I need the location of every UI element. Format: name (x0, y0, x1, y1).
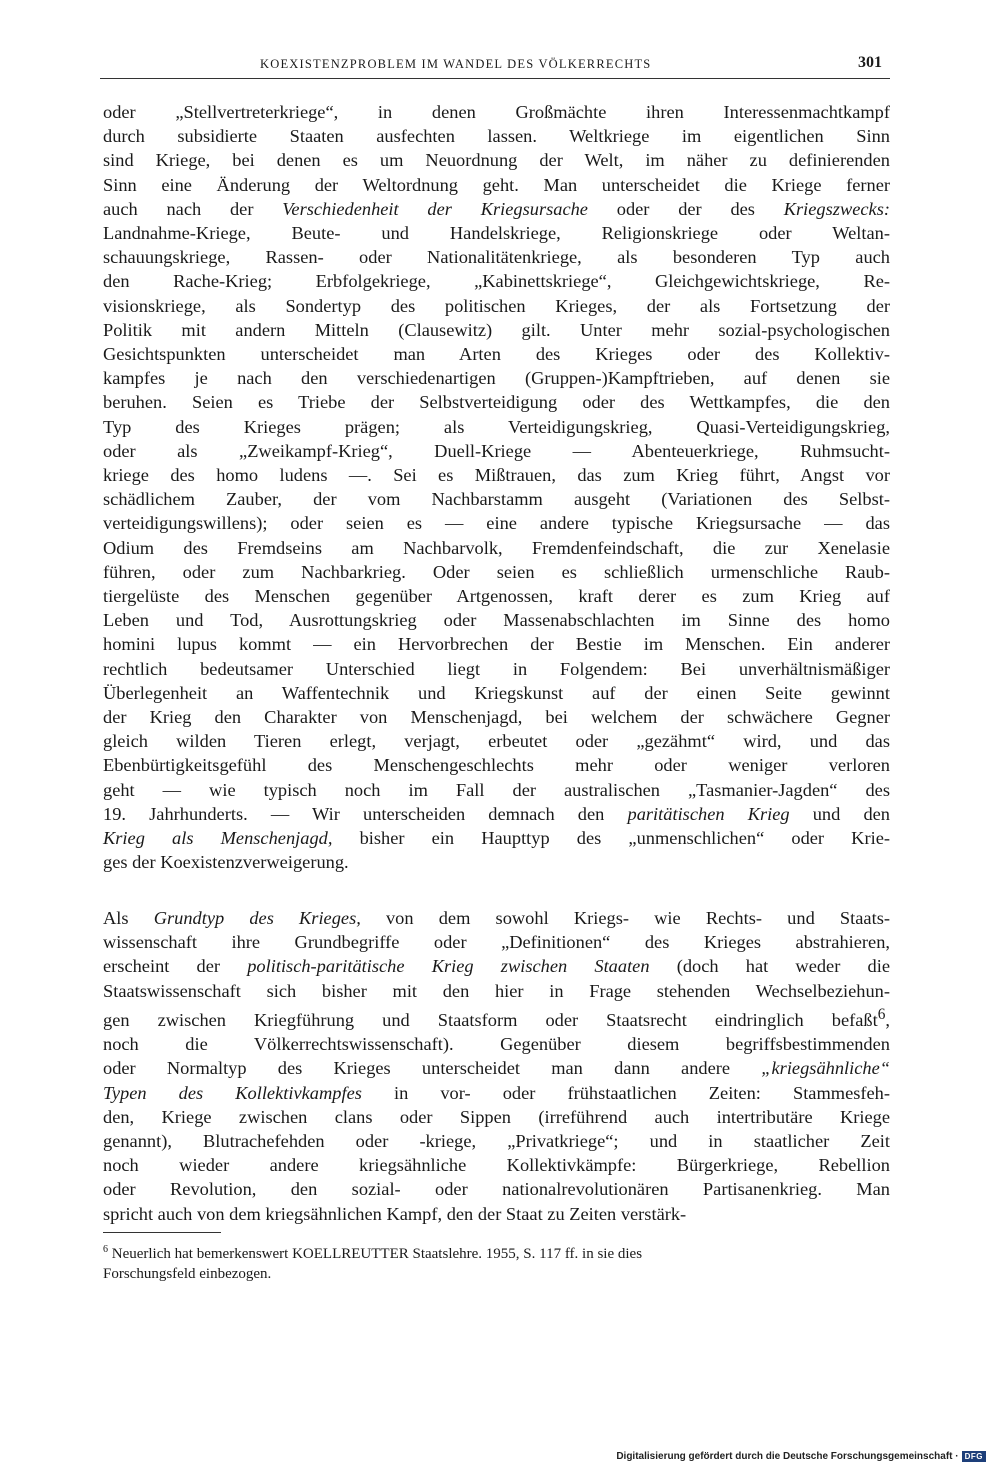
text-line: Staatswissenschaft sich bisher mit den hier in Frage stehenden Wechselbeziehun- (103, 980, 890, 1001)
text-line: verteidigungswillens); oder seien es — eine andere typische Kriegsursache — das (103, 513, 890, 534)
footnote-text: Neuerlich hat bemerkenswert KOELLREUTTER Staatslehre. 1955, S. 117 ff. in sie dies (111, 1246, 643, 1262)
text-line: Typ des Krieges prägen; als Verteidigungskrieg, Quasi-Verteidigungskrieg, (103, 416, 890, 437)
text-line: ges der Koexistenzverweigerung. (103, 852, 349, 873)
text-line: beruhen. Seien es Triebe der Selbstverteidigung oder des Wettkampfes, die den (103, 392, 890, 413)
text-line: oder als „Zweikampf-Krieg“, Duell-Kriege — Abenteuerkriege, Ruhmsucht- (103, 440, 890, 461)
text-line: oder „Stellvertreterkriege“, in denen Großmächte ihren Interessenmachtkampf (103, 102, 890, 122)
credit-text: Digitalisierung gefördert durch die Deutsche Forschungsgemeinschaft · (616, 1451, 959, 1462)
footnote-reference[interactable]: 6 (877, 1005, 886, 1023)
text-line: der Krieg den Charakter von Menschenjagd, bei welchem der schwächere Gegner (103, 707, 890, 728)
text-line: Als Grundtyp des Krieges, von dem sowohl Kriegs- wie Rechts- und Staats- (103, 908, 890, 928)
text-line: wissenschaft ihre Grundbegriffe oder „Definitionen“ des Krieges abstrahieren, (103, 932, 890, 953)
header-rule (100, 78, 890, 79)
text-line: Leben und Tod, Ausrottungskrieg oder Massenabschlachten im Sinne des homo (103, 610, 890, 631)
text-line: homini lupus kommt — ein Hervorbrechen der Bestie im Menschen. Ein anderer (103, 634, 890, 655)
dfg-logo: DFG (962, 1451, 986, 1462)
text-line: kampfes je nach den verschiedenartigen (Gruppen-)Kampftrieben, auf denen sie (103, 368, 890, 389)
text-line: Gesichtspunkten unterscheidet man Arten des Krieges oder des Kollektiv- (103, 344, 890, 365)
text-line: 19. Jahrhunderts. — Wir unterscheiden demnach den paritätischen Krieg und den (103, 803, 891, 824)
text-line: geht — wie typisch noch im Fall der australischen „Tasmanier-Jagden“ des (103, 779, 890, 800)
text-line: gleich wilden Tieren erlegt, verjagt, erbeutet oder „gezähmt“ wird, und das (103, 731, 890, 752)
text-line: den, Kriege zwischen clans oder Sippen (irreführend auch intertributäre Kriege (103, 1106, 890, 1127)
text-line: Krieg als Menschenjagd, bisher ein Haupttyp des „unmenschlichen“ oder Krie- (103, 828, 890, 849)
text-line: spricht auch von dem kriegsähnlichen Kampf, den der Staat zu Zeiten verstärk- (103, 1203, 687, 1224)
text-line: kriege des homo ludens —. Sei es Mißtrauen, das zum Krieg führt, Angst vor (103, 465, 890, 486)
text-line: Odium des Fremdseins am Nachbarvolk, Fremdenfeindschaft, die zur Xenelasie (103, 537, 890, 558)
text-line: Sinn eine Änderung der Weltordnung geht. Man unterscheidet die Kriege ferner (103, 174, 890, 195)
text-line: durch subsidierte Staaten ausfechten lassen. Weltkriege im eigentlichen Sinn (103, 126, 890, 147)
footnote-rule (103, 1232, 221, 1233)
text-line: Ebenbürtigkeitsgefühl des Menschengeschlechts mehr oder weniger verloren (103, 755, 890, 776)
running-head: KOEXISTENZPROBLEM IM WANDEL DES VÖLKERRECHTS (260, 57, 652, 71)
text-line: genannt), Blutrachefehden oder -kriege, „Privatkriege“; und in staatlicher Zeit (103, 1130, 890, 1151)
text-line: den Rache-Krieg; Erbfolgekriege, „Kabinettskriege“, Gleichgewichtskriege, Re- (103, 271, 890, 292)
text-line: noch wieder andere kriegsähnliche Kollektivkämpfe: Bürgerkriege, Rebellion (103, 1155, 890, 1176)
page-number: 301 (858, 54, 882, 71)
text-line: Politik mit andern Mitteln (Clausewitz) gilt. Unter mehr sozial-psychologischen (103, 319, 890, 340)
page-header (100, 54, 890, 78)
footnote-text: Forschungsfeld einbezogen. (103, 1266, 272, 1282)
digitization-credit (616, 1451, 986, 1462)
text-line: schädlichem Zauber, der vom Nachbarstamm ausgeht (Variationen des Selbst- (103, 489, 890, 510)
text-line: führen, oder zum Nachbarkrieg. Oder seien es schließlich urmenschliche Raub- (103, 561, 890, 582)
body-paragraph-2 (103, 906, 890, 1226)
text-line: oder Revolution, den sozial- oder nationalrevolutionären Partisanenkrieg. Man (103, 1179, 890, 1200)
text-line: auch nach der Verschiedenheit der Kriegsursache oder der des Kriegszwecks: (103, 198, 890, 219)
text-line: schauungskriege, Rassen- oder Nationalitätenkriege, als besonderen Typ auch (103, 247, 890, 268)
text-line: Typen des Kollektivkampfes in vor- oder frühstaatlichen Zeiten: Stammesfeh- (103, 1082, 890, 1103)
footnote (103, 1240, 893, 1284)
text-line: Überlegenheit an Waffentechnik und Kriegskunst auf der einen Seite gewinnt (103, 682, 890, 703)
footnote-line (103, 1264, 893, 1284)
body-paragraph-1 (103, 100, 890, 875)
text-line: sind Kriege, bei denen es um Neuordnung der Welt, im näher zu definierenden (103, 150, 890, 171)
text-line: gen zwischen Kriegführung und Staatsform oder Staatsrecht eindringlich befaßt$^6$, (103, 1005, 890, 1030)
footnote-line (103, 1240, 893, 1264)
text-line: erscheint der politisch-paritätische Krieg zwischen Staaten (doch hat weder die (103, 956, 890, 977)
text-line: tiergelüste des Menschen gegenüber Artgenossen, kraft derer es zum Krieg auf (103, 586, 890, 607)
text-line: rechtlich bedeutsamer Unterschied liegt in Folgendem: Bei unverhältnismäßiger (103, 658, 890, 679)
text-line: visionskriege, als Sondertyp des politischen Krieges, der als Fortsetzung der (103, 295, 890, 316)
text-line: oder Normaltyp des Krieges unterscheidet man dann andere „kriegsähnliche“ (103, 1058, 890, 1079)
text-line: Landnahme-Kriege, Beute- und Handelskriege, Religionskriege oder Weltan- (103, 223, 890, 244)
footnote-marker: 6 (103, 1244, 108, 1255)
text-line: noch die Völkerrechtswissenschaft). Gegenüber diesem begriffsbestimmenden (103, 1034, 890, 1055)
